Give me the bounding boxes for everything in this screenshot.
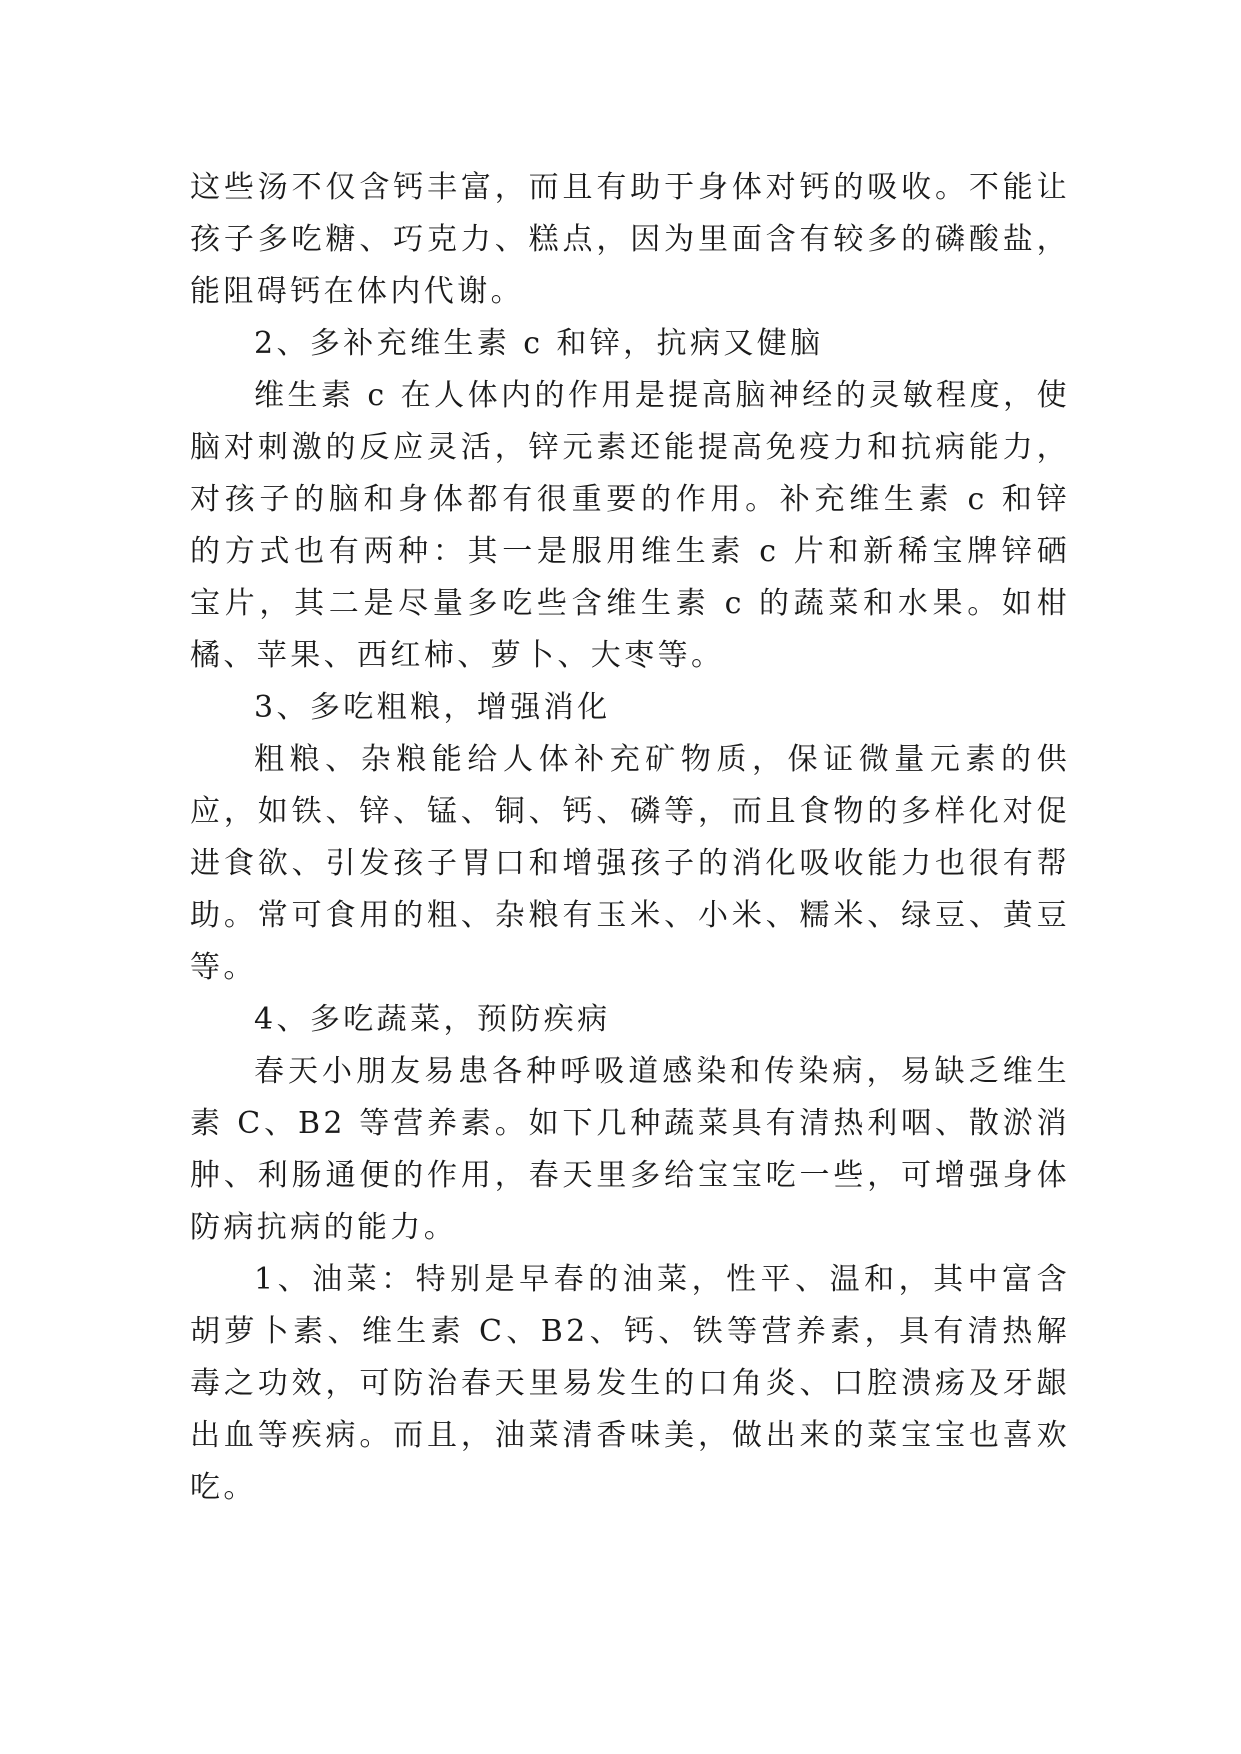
heading-vegetables: 4、多吃蔬菜，预防疾病	[254, 1002, 611, 1037]
heading-coarse-grains: 3、多吃粗粮，增强消化	[254, 690, 611, 725]
paragraph-rapeseed: 1、油菜：特别是早春的油菜，性平、温和，其中富含胡萝卜素、维生素 C、B2、钙、铁等营养素，具有清热解毒之功效，可防治春天里易发生的口角炎、口腔溃疡及牙龈出血等疾病。而且，油菜清香味美，做出来的菜宝宝也喜欢吃。	[190, 1262, 1070, 1505]
paragraph-calcium-soup: 这些汤不仅含钙丰富，而且有助于身体对钙的吸收。不能让孩子多吃糖、巧克力、糕点，因为里面含有较多的磷酸盐，能阻碍钙在体内代谢。	[190, 170, 1070, 309]
paragraph-vegetables: 春天小朋友易患各种呼吸道感染和传染病，易缺乏维生素 C、B2 等营养素。如下几种蔬菜具有清热利咽、散淤消肿、利肠通便的作用，春天里多给宝宝吃一些，可增强身体防病抗病的能力。	[190, 1054, 1070, 1245]
paragraph-vitamin-c-zinc: 维生素 c 在人体内的作用是提高脑神经的灵敏程度，使脑对刺激的反应灵活，锌元素还能提高免疫力和抗病能力，对孩子的脑和身体都有很重要的作用。补充维生素 c 和锌的方式也有两种：其一是服用维生素 c 片和新稀宝牌锌硒宝片，其二是尽量多吃些含维生素 c 的蔬菜和水果。如柑橘、苹果、西红柿、萝卜、大枣等。	[190, 378, 1070, 673]
document-body	[190, 162, 1070, 1514]
paragraph-coarse-grains: 粗粮、杂粮能给人体补充矿物质，保证微量元素的供应，如铁、锌、锰、铜、钙、磷等，而且食物的多样化对促进食欲、引发孩子胃口和增强孩子的消化吸收能力也很有帮助。常可食用的粗、杂粮有玉米、小米、糯米、绿豆、黄豆等。	[190, 742, 1070, 985]
heading-vitamin-c-zinc: 2、多补充维生素 c 和锌，抗病又健脑	[254, 326, 824, 361]
